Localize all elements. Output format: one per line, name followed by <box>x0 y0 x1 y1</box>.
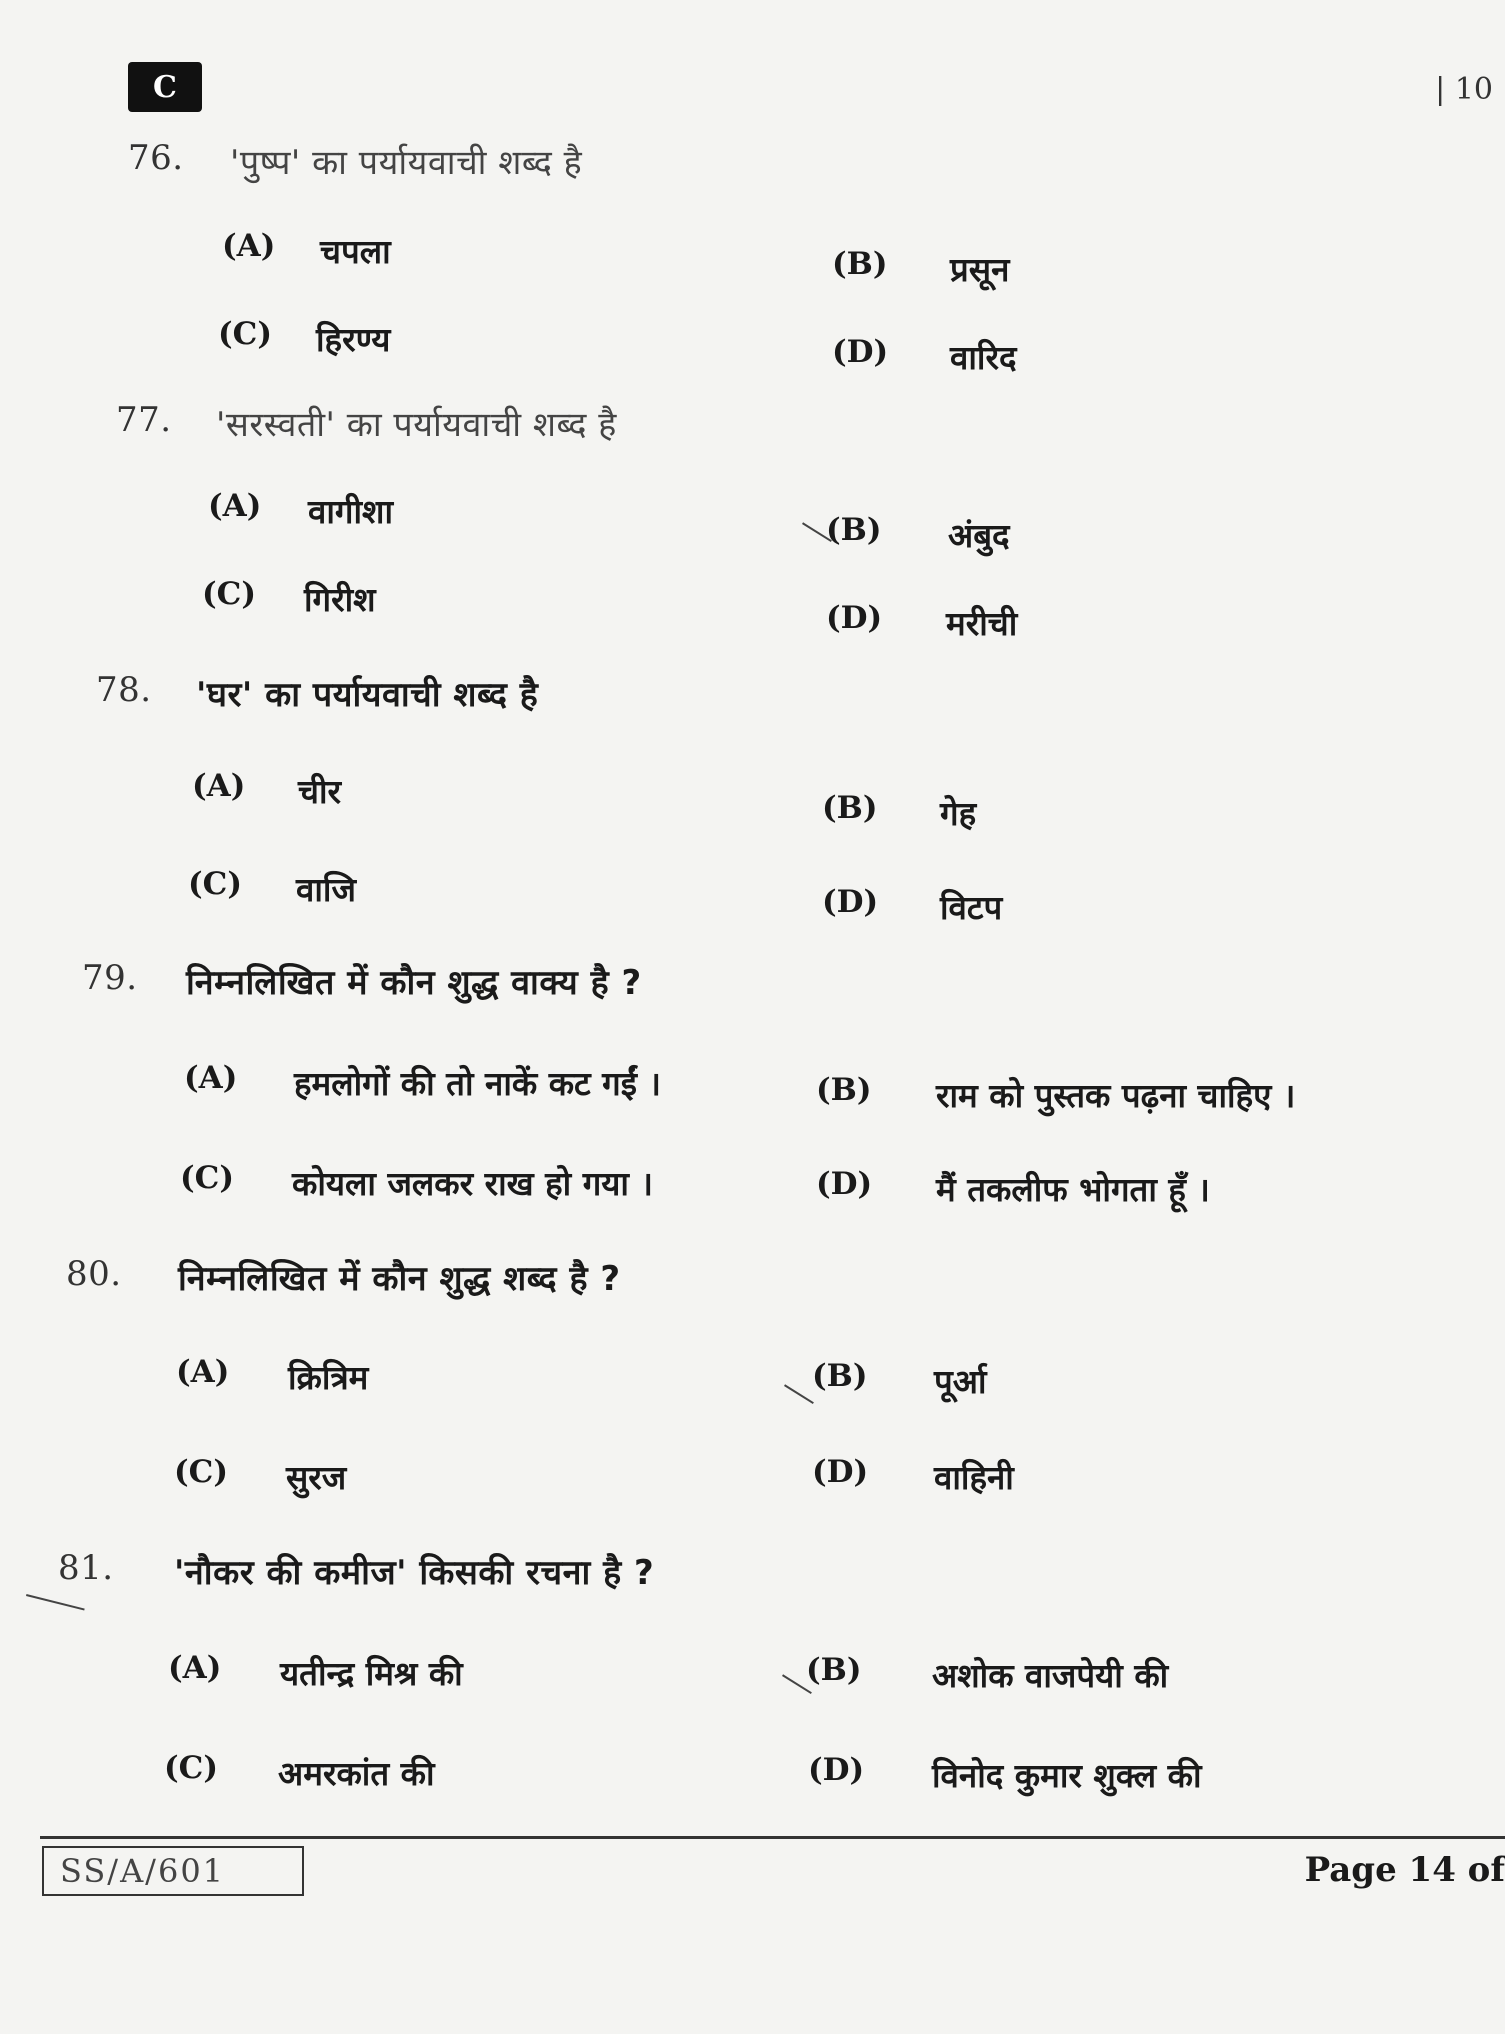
option-label: (B) <box>826 512 882 548</box>
option-text: अंबुद <box>948 516 1010 555</box>
option-text: विनोद कुमार शुक्ल की <box>932 1756 1202 1795</box>
option-label: (C) <box>180 1160 235 1196</box>
option-text: वागीशा <box>308 492 394 531</box>
option-label: (B) <box>806 1652 862 1688</box>
page-number: Page 14 of <box>1304 1850 1505 1890</box>
option-text: हिरण्य <box>316 320 391 359</box>
option-label: (A) <box>192 768 246 804</box>
option-label: (D) <box>812 1454 869 1490</box>
option-text: गेह <box>940 794 977 833</box>
option-label: (A) <box>184 1060 238 1096</box>
option-label: (A) <box>168 1650 222 1686</box>
option-label: (A) <box>208 488 262 524</box>
question-text: 'सरस्वती' का पर्यायवाची शब्द है <box>216 405 617 445</box>
question-number: 80. <box>66 1254 122 1294</box>
question-number: 79. <box>82 958 138 998</box>
page-corner-number: | 10 <box>1435 72 1493 107</box>
option-text: वाजि <box>296 870 356 909</box>
question-text: निम्नलिखित में कौन शुद्ध वाक्य है ? <box>186 963 642 1003</box>
option-label: (D) <box>822 884 879 920</box>
set-badge: C <box>128 62 202 112</box>
question-text: निम्नलिखित में कौन शुद्ध शब्द है ? <box>178 1259 621 1299</box>
option-text: चीर <box>298 772 341 811</box>
option-label: (D) <box>826 600 883 636</box>
option-label: (C) <box>164 1750 219 1786</box>
option-text: क्रित्रिम <box>288 1358 369 1397</box>
option-text: अशोक वाजपेयी की <box>932 1656 1169 1695</box>
option-label: (B) <box>832 246 888 282</box>
footer-divider <box>40 1836 1505 1839</box>
question-text: 'घर' का पर्यायवाची शब्द है <box>196 675 539 715</box>
option-text: यतीन्द्र मिश्र की <box>280 1654 463 1693</box>
option-label: (D) <box>808 1752 865 1788</box>
question-text: 'पुष्प' का पर्यायवाची शब्द है <box>230 143 583 183</box>
option-text: अमरकांत की <box>278 1754 435 1793</box>
option-label: (C) <box>174 1454 229 1490</box>
option-text: वाहिनी <box>934 1458 1014 1497</box>
paper-code: SS/A/601 <box>42 1846 304 1896</box>
option-text: वारिद <box>950 338 1017 377</box>
option-text: राम को पुस्तक पढ़ना चाहिए । <box>936 1076 1296 1115</box>
option-text: पूर्आ <box>934 1362 987 1401</box>
option-label: (A) <box>176 1354 230 1390</box>
option-text: प्रसून <box>950 250 1010 289</box>
question-number: 77. <box>116 400 172 440</box>
option-label: (D) <box>832 334 889 370</box>
option-label: (D) <box>816 1166 873 1202</box>
option-text: चपला <box>320 232 391 271</box>
option-label: (B) <box>822 790 878 826</box>
option-label: (B) <box>812 1358 868 1394</box>
option-text: मरीची <box>946 604 1018 643</box>
question-number: 76. <box>128 138 184 178</box>
option-text: कोयला जलकर राख हो गया । <box>292 1164 653 1203</box>
option-text: मैं तकलीफ भोगता हूँ । <box>936 1170 1210 1209</box>
option-label: (C) <box>188 866 243 902</box>
option-text: गिरीश <box>304 580 376 619</box>
option-label: (B) <box>816 1072 872 1108</box>
option-text: हमलोगों की तो नाकें कट गईं । <box>294 1064 661 1103</box>
option-text: विटप <box>940 888 1003 927</box>
option-text: सुरज <box>286 1458 347 1497</box>
option-label: (C) <box>218 316 273 352</box>
question-text: 'नौकर की कमीज' किसकी रचना है ? <box>174 1553 655 1593</box>
option-label: (C) <box>202 576 257 612</box>
option-label: (A) <box>222 228 276 264</box>
question-number: 78. <box>96 670 152 710</box>
question-number: 81. <box>58 1548 114 1588</box>
